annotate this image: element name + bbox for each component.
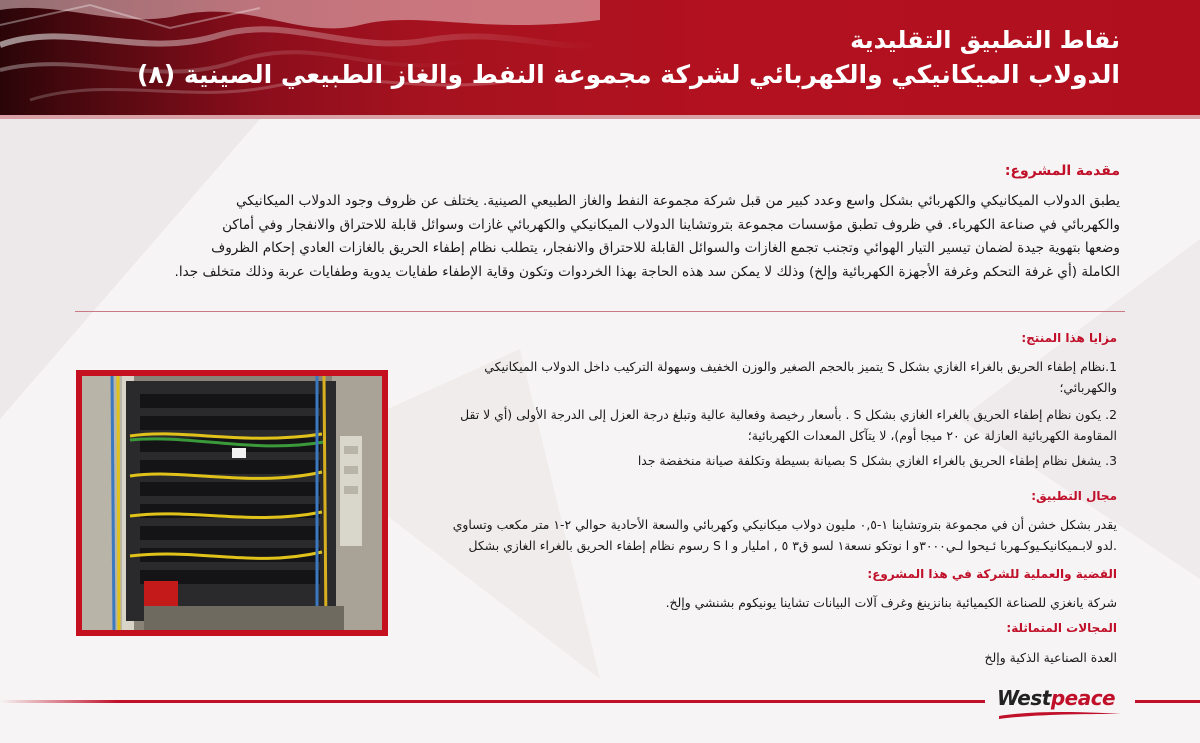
section-divider xyxy=(75,311,1125,312)
footer-rule-right xyxy=(1135,700,1200,703)
scope-line: .لدو لابـميكانيكـيوكـهربا ئـيحوا لـي٣٠٠٠و ا نوتكو نسعة١ لسو ق٣ ٥ , امليار و ا S رسوم نظام إطفاء الحريق بالغراء الغازي بشكل xyxy=(468,538,1117,553)
intro-line: وضعها بتهوية جيدة لضمان تيسير التيار الهوائي وتجنب تجمع الغازات والسوائل القابلة للاحتراق والانفجار، يتطلب نظام إطفاء الحريق بالغازات العادي إحكام الظروف xyxy=(211,240,1120,256)
scope-text xyxy=(357,514,1117,556)
westpeace-logo xyxy=(997,686,1125,722)
intro-line: والكهربائي في صناعة الكهرباء. في ظروف تطبق مؤسسات مجموعة بتروتشاينا الدولاب الميكانيكي والكهربائي غازات وسوائل قابلة للاحتراق والانفجار وفي أماكن xyxy=(222,216,1120,233)
intro-line: الكاملة (أي غرفة التحكم وغرفة الأجهزة الكهربائية وإلخ) وذلك لا يمكن سد هذه الحاجة بهذا الخردوات وتكون وقاية الإطفاء طفايات يدوية وطفايات عربة وذلك متخلف جدا. xyxy=(174,263,1120,280)
logo-wordmark xyxy=(997,686,1115,710)
similar-heading: المجالات المتماثلة: xyxy=(1006,621,1117,635)
advantages-list xyxy=(397,356,1117,471)
advantage-item-2: 2. يكون نظام إطفاء الحريق بالغراء الغازي بشكل S . بأسعار رخيصة وفعالية عالية وتبلغ درجة العزل إلى الدرجة الأولى (أي لا تقل xyxy=(460,407,1117,422)
header-title-line1: نقاط التطبيق التقليدية xyxy=(850,26,1120,54)
header-decoration xyxy=(0,0,600,115)
cases-text: شركة يانغزي للصناعة الكيميائية بنانزينغ وغرف آلات البيانات تشاينا يونيكوم بشنشي وإلخ. xyxy=(665,595,1117,610)
cabinet-photo-illustration xyxy=(82,376,382,630)
similar-text: العدة الصناعية الذكية وإلخ xyxy=(984,650,1117,665)
header-title-line2: الدولاب الميكانيكي والكهربائي لشركة مجموعة النفط والغاز الطبيعي الصينية (٨) xyxy=(136,60,1120,89)
advantages-heading: مزايا هذا المنتج: xyxy=(1021,331,1117,345)
scope-heading: مجال التطبيق: xyxy=(1031,489,1117,503)
logo-swoosh-icon xyxy=(997,710,1123,720)
intro-paragraph xyxy=(80,190,1120,284)
advantage-item-3: 3. يشغل نظام إطفاء الحريق بالغراء الغازي بشكل S بصيانة بسيطة وتكلفة صيانة منخفضة جدا xyxy=(637,453,1117,468)
advantage-item-1-cont: والكهربائي؛ xyxy=(1059,380,1117,395)
intro-line: يطبق الدولاب الميكانيكي والكهربائي بشكل واسع وعدد كبير من قبل شركة مجموعة النفط والغاز الطبيعي الصينية. يختلف عن ظروف وجود الدولاب الميكانيكي xyxy=(235,193,1120,209)
advantage-item-1: 1.نظام إطفاء الحريق بالغراء الغازي بشكل S يتميز بالحجم الصغير والوزن الخفيف وسهولة التركيب داخل الدولاب الميكانيكي xyxy=(484,359,1117,374)
intro-heading: مقدمة المشروع: xyxy=(1004,163,1120,179)
footer-rule-left xyxy=(0,700,985,703)
header-banner xyxy=(0,0,1200,115)
logo-part1: West xyxy=(997,686,1051,710)
advantage-item-2-cont: المقاومة الكهربائية العازلة عن ٢٠ ميجا أوم)، لا يتآكل المعدات الكهربائية؛ xyxy=(747,428,1117,443)
scope-line: يقدر بشكل خشن أن في مجموعة بتروتشاينا ١-٠,٥ مليون دولاب ميكانيكي وكهربائي والسعة الأحادية حوالي ٢-١ متر مكعب وتساوي xyxy=(452,517,1117,532)
logo-part2: peace xyxy=(1050,686,1116,710)
cases-heading: القضية والعملية للشركة في هذا المشروع: xyxy=(867,567,1117,581)
cabinet-photo xyxy=(76,370,388,636)
